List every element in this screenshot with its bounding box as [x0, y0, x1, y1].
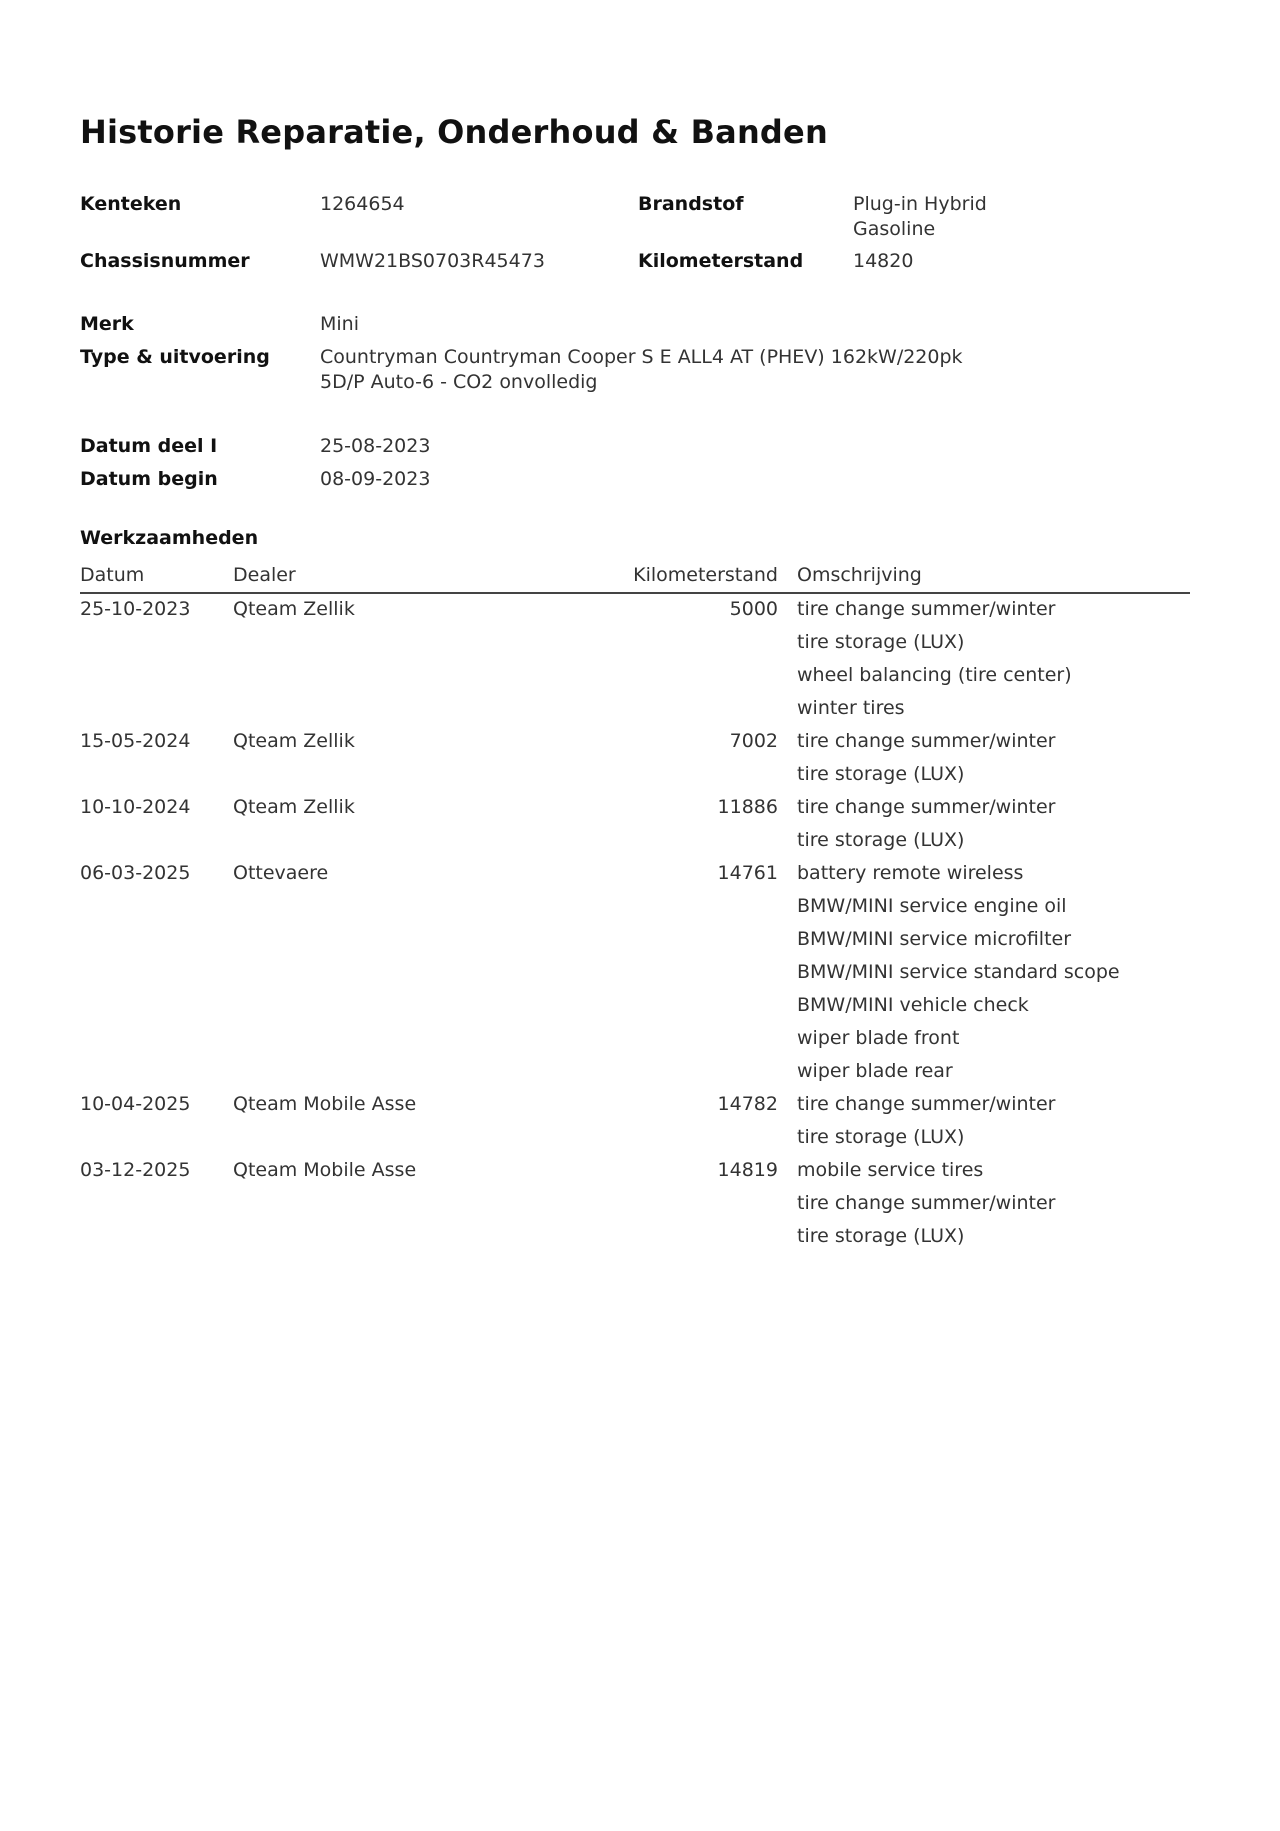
table-row-extra-line: [80, 693, 1190, 726]
merk-label: Merk: [80, 313, 134, 335]
cell-omschrijving: tire storage (LUX): [797, 1225, 965, 1247]
brandstof-label: Brandstof: [638, 193, 744, 215]
table-row: [80, 858, 1190, 1089]
table-row-main-line: [80, 792, 1190, 825]
cell-dealer: Qteam Zellik: [233, 598, 355, 620]
cell-kilometerstand: 7002: [729, 730, 778, 752]
cell-omschrijving: BMW/MINI service standard scope: [797, 961, 1120, 983]
table-row: [80, 726, 1190, 792]
cell-omschrijving: mobile service tires: [797, 1159, 984, 1181]
datum-begin-label: Datum begin: [80, 468, 218, 490]
cell-omschrijving: tire change summer/winter: [797, 1192, 1056, 1214]
cell-date: 10-04-2025: [80, 1093, 191, 1115]
cell-date: 06-03-2025: [80, 862, 191, 884]
table-row: [80, 594, 1190, 726]
table-row-extra-line: [80, 825, 1190, 858]
cell-omschrijving: wheel balancing (tire center): [797, 664, 1072, 686]
header-omschrijving: Omschrijving: [797, 564, 922, 586]
cell-omschrijving: BMW/MINI service engine oil: [797, 895, 1067, 917]
type-value-1: Countryman Countryman Cooper S E ALL4 AT (PHEV) 162kW/220pk: [320, 346, 963, 368]
table-row-main-line: [80, 726, 1190, 759]
cell-date: 10-10-2024: [80, 796, 191, 818]
cell-date: 25-10-2023: [80, 598, 191, 620]
cell-omschrijving: wiper blade rear: [797, 1060, 953, 1082]
type-label: Type & uitvoering: [80, 346, 270, 368]
cell-dealer: Qteam Mobile Asse: [233, 1159, 417, 1181]
header-dealer: Dealer: [233, 564, 296, 586]
merk-value: Mini: [320, 313, 359, 335]
cell-date: 03-12-2025: [80, 1159, 191, 1181]
table-body: [80, 594, 1190, 1254]
kenteken-value: 1264654: [320, 193, 405, 215]
table-row-extra-line: [80, 990, 1190, 1023]
cell-kilometerstand: 14761: [717, 862, 778, 884]
table-row-extra-line: [80, 660, 1190, 693]
cell-kilometerstand: 5000: [729, 598, 778, 620]
table-row-extra-line: [80, 924, 1190, 957]
cell-omschrijving: tire change summer/winter: [797, 730, 1056, 752]
brandstof-value-2: Gasoline: [853, 218, 936, 240]
cell-omschrijving: BMW/MINI vehicle check: [797, 994, 1029, 1016]
datum-deel-label: Datum deel I: [80, 435, 218, 457]
cell-omschrijving: tire change summer/winter: [797, 1093, 1056, 1115]
table-row-extra-line: [80, 759, 1190, 792]
datum-deel-value: 25-08-2023: [320, 435, 431, 457]
cell-omschrijving: tire storage (LUX): [797, 763, 965, 785]
table-row-main-line: [80, 1089, 1190, 1122]
chassis-value: WMW21BS0703R45473: [320, 250, 545, 272]
type-value-2: 5D/P Auto-6 - CO2 onvolledig: [320, 371, 598, 393]
kenteken-label: Kenteken: [80, 193, 182, 215]
cell-date: 15-05-2024: [80, 730, 191, 752]
cell-kilometerstand: 14782: [717, 1093, 778, 1115]
datum-begin-value: 08-09-2023: [320, 468, 431, 490]
cell-omschrijving: tire storage (LUX): [797, 631, 965, 653]
cell-omschrijving: winter tires: [797, 697, 905, 719]
cell-kilometerstand: 11886: [717, 796, 778, 818]
table-row-extra-line: [80, 891, 1190, 924]
kilometerstand-value: 14820: [853, 250, 914, 272]
table-row-main-line: [80, 594, 1190, 627]
header-kilometerstand: Kilometerstand: [633, 564, 778, 586]
cell-omschrijving: battery remote wireless: [797, 862, 1024, 884]
table-row: [80, 1089, 1190, 1155]
chassis-label: Chassisnummer: [80, 250, 250, 272]
table-row-extra-line: [80, 627, 1190, 660]
cell-omschrijving: tire change summer/winter: [797, 598, 1056, 620]
kilometerstand-label: Kilometerstand: [638, 250, 804, 272]
cell-omschrijving: BMW/MINI service microfilter: [797, 928, 1072, 950]
table-row: [80, 1155, 1190, 1254]
cell-omschrijving: tire change summer/winter: [797, 796, 1056, 818]
cell-omschrijving: wiper blade front: [797, 1027, 960, 1049]
table-row-main-line: [80, 858, 1190, 891]
cell-dealer: Qteam Zellik: [233, 730, 355, 752]
table-row-extra-line: [80, 1122, 1190, 1155]
cell-dealer: Qteam Mobile Asse: [233, 1093, 417, 1115]
cell-dealer: Ottevaere: [233, 862, 329, 884]
table-row-extra-line: [80, 1023, 1190, 1056]
werkzaamheden-table: [80, 562, 1190, 1254]
brandstof-value-1: Plug-in Hybrid: [853, 193, 987, 215]
table-row-extra-line: [80, 957, 1190, 990]
table-row-main-line: [80, 1155, 1190, 1188]
table-row-extra-line: [80, 1221, 1190, 1254]
header-datum: Datum: [80, 564, 145, 586]
cell-kilometerstand: 14819: [717, 1159, 778, 1181]
table-header: [80, 562, 1190, 594]
page-title: Historie Reparatie, Onderhoud & Banden: [80, 113, 828, 151]
cell-dealer: Qteam Zellik: [233, 796, 355, 818]
table-row-extra-line: [80, 1188, 1190, 1221]
cell-omschrijving: tire storage (LUX): [797, 829, 965, 851]
table-row-extra-line: [80, 1056, 1190, 1089]
werkzaamheden-title: Werkzaamheden: [80, 527, 259, 549]
cell-omschrijving: tire storage (LUX): [797, 1126, 965, 1148]
table-row: [80, 792, 1190, 858]
